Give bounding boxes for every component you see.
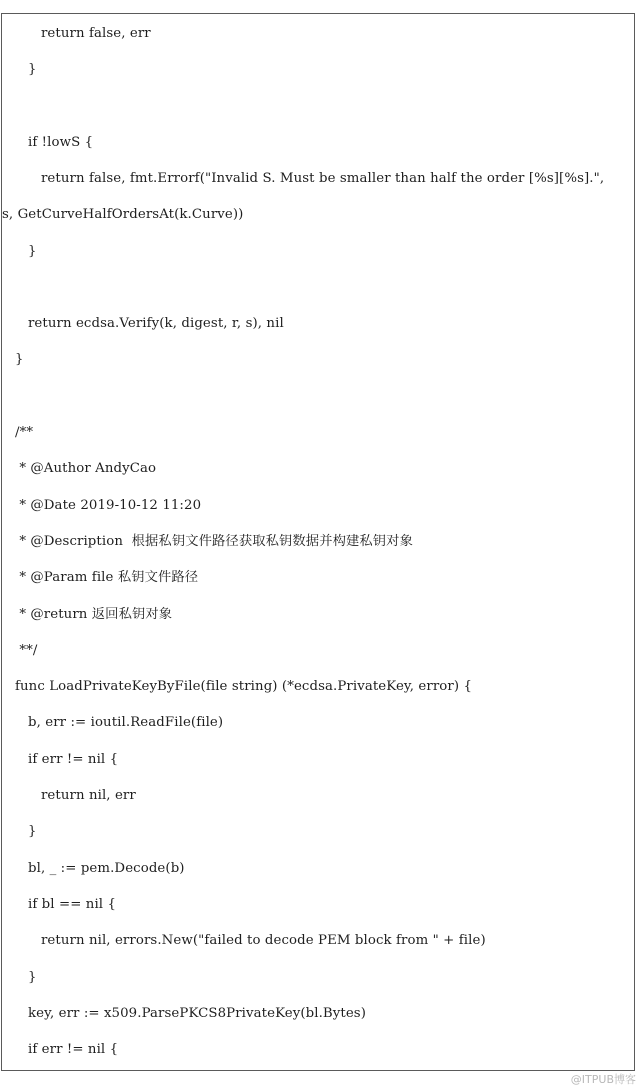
code-line: * @return 返回私钥对象 [15,607,173,622]
code-line: b, err := ioutil.ReadFile(file) [15,715,224,730]
code-line: return nil, errors.New("failed to decode PEM block from " + file) [15,933,486,948]
code-line: if err != nil { [15,1042,119,1057]
code-line: return nil, err [15,788,136,803]
code-line: * @Param file 私钥文件路径 [15,570,199,585]
code-line: } [15,970,37,985]
code-line: if bl == nil { [15,897,117,912]
code-line: * @Date 2019-10-12 11:20 [15,498,202,513]
code-line: return ecdsa.Verify(k, digest, r, s), nil [15,316,284,331]
code-line: return false, err [15,26,151,41]
code-line: s, GetCurveHalfOrdersAt(k.Curve)) [2,207,244,222]
code-line: * @Author AndyCao [15,461,157,476]
code-line: return false, fmt.Errorf("Invalid S. Must be smaller than half the order [%s][%s].", [15,171,605,186]
code-line: } [15,62,37,77]
code-line: } [15,824,37,839]
code-line: * @Description 根据私钥文件路径获取私钥数据并构建私钥对象 [15,534,413,549]
code-line: **/ [15,643,38,658]
code-line: if !lowS { [15,135,94,150]
code-line: bl, _ := pem.Decode(b) [15,861,185,876]
code-line: if err != nil { [15,752,119,767]
code-line: } [15,352,24,367]
watermark: @ITPUB博客 [570,1073,636,1086]
code-line: key, err := x509.ParsePKCS8PrivateKey(bl.Bytes) [15,1006,367,1021]
code-line: func LoadPrivateKeyByFile(file string) (*ecdsa.PrivateKey, error) { [15,679,473,694]
code-line: /** [15,425,34,440]
code-block [1,13,635,1071]
code-line: } [15,244,37,259]
